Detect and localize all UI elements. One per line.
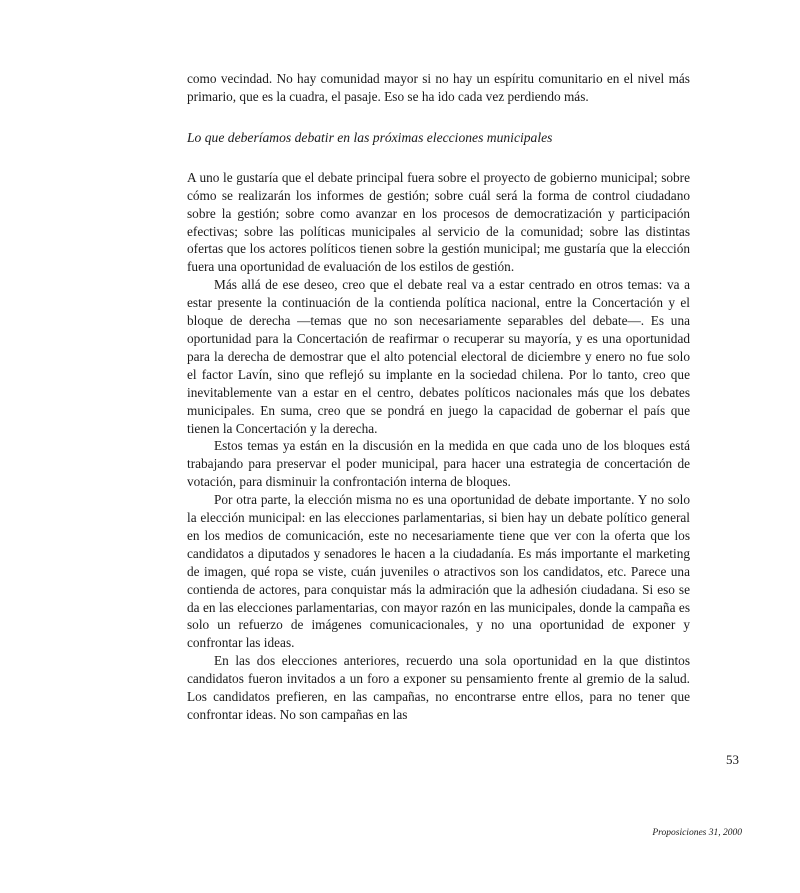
page-number: 53	[726, 752, 739, 767]
paragraph-2: Más allá de ese deseo, creo que el debate real va a estar centrado en otros temas: va a estar presente la continuación de la contienda política nacional, entre la Concertación y el bloque de derecha —temas que no son necesariamente separables del debate—. Es una oportunidad para la Concertación de reafirmar o recuperar su mayoría, y es una oportunidad para la derecha de demostrar que el alto potencial electoral de diciembre y enero no fue solo el factor Lavín, sino que reflejó su implante en la sociedad chilena. Por lo tanto, creo que inevitablemente van a estar en el centro, debates políticos nacionales más que los debates municipales. En suma, creo que se pondrá en juego la capacidad de gobernar el país que tienen la Concertación y la derecha.	[187, 277, 690, 436]
running-footer: Proposiciones 31, 2000	[652, 828, 742, 838]
paragraph-continued: como vecindad. No hay comunidad mayor si no hay un espíritu comunitario en el nivel más primario, que es la cuadra, el pasaje. Eso se ha ido cada vez perdiendo más.	[187, 71, 690, 104]
paragraph-4: Por otra parte, la elección misma no es una oportunidad de debate importante. Y no solo la elección municipal: en las elecciones parlamentarias, si bien hay un debate político general en los medios de comunicación, este no necesariamente tiene que ver con la oferta que los candidatos a diputados y senadores le hacen a la ciudadanía. Es más importante el marketing de imagen, qué ropa se viste, cuán juveniles o atractivos son los candidatos, etc. Parece una contienda de actores, para conquistar más la admiración que la adhesión ciudadana. Si eso se da en las elecciones parlamentarias, con mayor razón en las municipales, donde la campaña es solo un refuerzo de imágenes comunicacionales, y no una oportunidad de exponer y confrontar las ideas.	[187, 492, 690, 651]
text-column	[187, 70, 690, 724]
section-heading: Lo que deberíamos debatir en las próximas elecciones municipales	[187, 129, 553, 145]
paragraph-1: A uno le gustaría que el debate principal fuera sobre el proyecto de gobierno municipal; sobre cómo se realizarán los informes de gestión; sobre cuál será la forma de control ciudadano sobre la gestión; sobre como avanzar en los procesos de democratización y participación efectivas; sobre las políticas municipales al servicio de la comunidad; sobre las distintas ofertas que los actores políticos tienen sobre la gestión municipal; me gustaría que la elección fuera una oportunidad de evaluación de los estilos de gestión.	[187, 169, 690, 275]
paragraph-5: En las dos elecciones anteriores, recuerdo una sola oportunidad en la que distintos candidatos fueron invitados a un foro a exponer su pensamiento frente al gremio de la salud. Los candidatos prefieren, en las campañas, no encontrarse entre ellos, para no tener que confrontar ideas. No son campañas en las	[187, 653, 690, 722]
paragraph-3: Estos temas ya están en la discusión en la medida en que cada uno de los bloques está trabajando para preservar el poder municipal, para hacer una estrategia de concertación de votación, para disminuir la confrontación interna de bloques.	[187, 438, 690, 490]
